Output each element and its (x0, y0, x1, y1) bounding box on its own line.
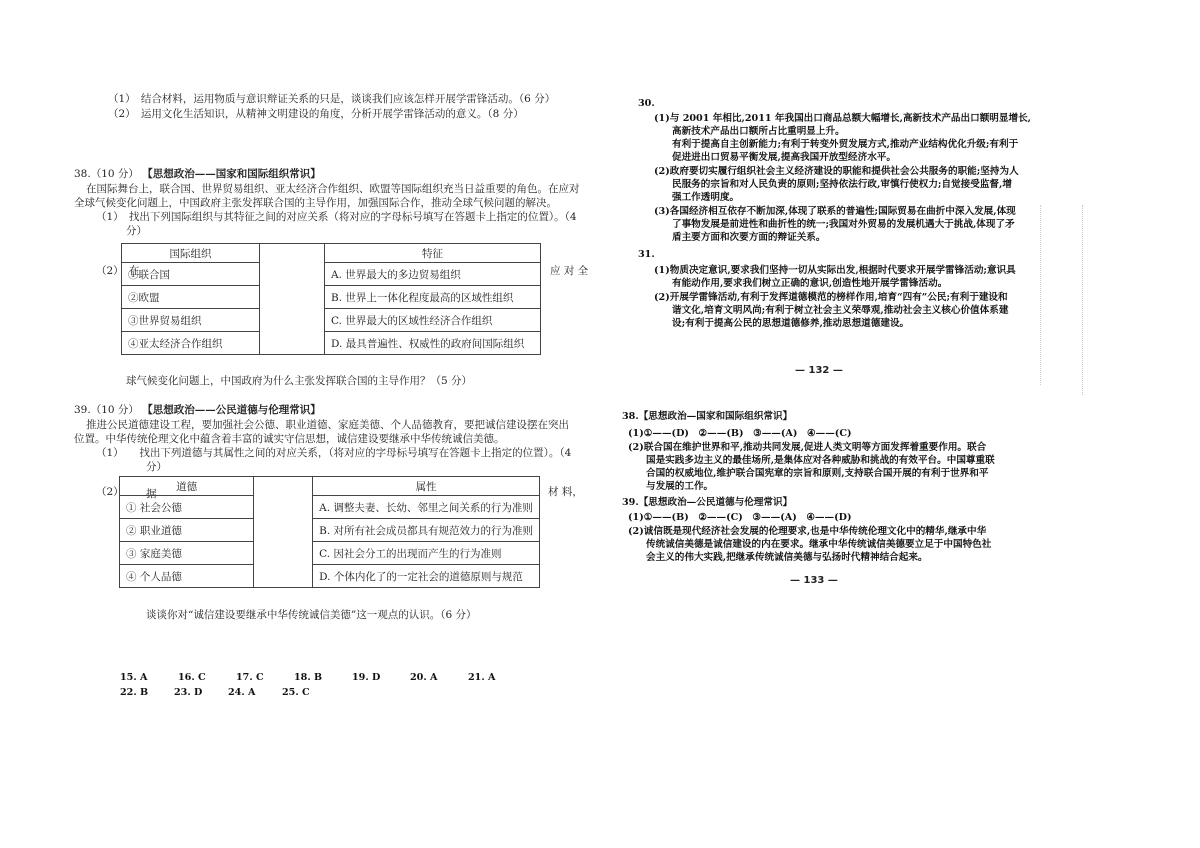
org-feature-table (121, 243, 541, 355)
feature-cell: B. 世界上一体化程度最高的区域性组织 (325, 286, 541, 309)
answer-gap-cell (260, 244, 325, 355)
moral-cell: ④ 个人品德 (120, 565, 254, 588)
q39-q1-line2: 分） (146, 461, 167, 473)
mcq-answers-row1 (120, 671, 526, 684)
q38-q2-text: 球气候变化问题上，中国政府为什么主张发挥联合国的主导作用？（5 分） (126, 375, 473, 387)
q30-a3-line3: 盾主要方面和次要方面的辩证关系。 (672, 232, 826, 243)
q39-q2-suffix: 材 料， (548, 486, 583, 498)
q39-q1-line1: （1） 找出下列道德与其属性之间的对应关系，（将对应的字母标号填写在答题卡上指定的位置）。（4 (96, 447, 572, 459)
q38-answer-1: (1)①——(D) ②——(B) ③——(A) ④——(C) (628, 428, 852, 439)
q31-a2-line2: 谐文化,培育文明风尚;有利于树立社会主义荣辱观,推动社会主义核心价值体系建 (672, 305, 1009, 316)
moral-cell: ① 社会公德 (120, 496, 254, 519)
attribute-cell: D. 个体内化了的一定社会的道德原则与规范 (313, 565, 540, 588)
feature-cell: D. 最具普遍性、权威性的政府间国际组织 (325, 332, 541, 355)
q39-q2-ju: 据 (146, 488, 157, 500)
q39-para2: 位置。中华传统伦理文化中蕴含着丰富的诚实守信思想，诚信建设要继承中华传统诚信美德。 (74, 433, 505, 445)
mcq-answer: 21. A (468, 672, 496, 683)
q30-a2-line2: 民服务的宗旨和对人民负责的原则;坚持依法行政,审慎行使权力;自觉接受监督,增 (672, 179, 1012, 190)
q38-para2: 全球气候变化问题上，中国政府主张发挥联合国的主导作用，加强国际合作，推动全球气候问题的解决。 (74, 197, 557, 209)
q30-a2-line1: (2)政府要切实履行组织社会主义经济建设的职能和提供社会公共服务的职能;坚持为人 (654, 166, 1019, 177)
page-number-133: — 133 — (790, 575, 838, 586)
q38-answer-heading: 38.【思想政治—国家和国际组织常识】 (622, 411, 793, 422)
q31-a2-line1: (2)开展学雷锋活动,有利于发挥道德模范的榜样作用,培育“四有”公民;有利于建设和 (654, 292, 1008, 303)
q30-a1-line1: (1)与 2001 年相比,2011 年我国出口商品总额大幅增长,高新技术产品出口额明显增长, (654, 113, 1032, 124)
q39-number: 39.（10 分） (74, 404, 139, 416)
mcq-answer: 20. A (410, 672, 438, 683)
q39-answer-heading: 39.【思想政治—公民道德与伦理常识】 (622, 497, 793, 508)
q30-a1-line3: 有利于提高自主创新能力;有利于转变外贸发展方式,推动产业结构优化升级;有利于 (672, 139, 1019, 150)
attribute-cell: C. 因社会分工的出现而产生的行为准则 (313, 542, 540, 565)
q38-q2-prefix: （2） 在 (96, 265, 140, 277)
q30-a2-line3: 强工作透明度。 (672, 192, 740, 203)
mcq-answer: 16. C (178, 672, 206, 683)
attribute-cell: A. 调整夫妻、长幼、邻里之间关系的行为准则 (313, 496, 540, 519)
q39-para1: 推进公民道德建设工程，要加强社会公德、职业道德、家庭美德、个人品德教育，要把诚信建设摆在突出 (86, 419, 569, 431)
q38-heading (74, 167, 321, 181)
answer-gap-cell (254, 477, 313, 588)
q38-answer-2-line3: 合国的权威地位,维护联合国宪章的宗旨和原则,支持联合国开展的有利于世界和平 (646, 468, 989, 479)
mcq-answer: 17. C (236, 672, 264, 683)
q38-answer-2-line1: (2)联合国在维护世界和平,推动共同发展,促进人类文明等方面发挥着重要作用。联合 (628, 442, 987, 453)
q39-answer-2-line2: 传统诚信美德是诚信建设的内在要求。继承中华传统诚信美德要立足于中国特色社 (646, 539, 992, 550)
q39-title: 【思想政治——公民道德与伦理常识】 (142, 404, 321, 416)
q38-q2-suffix: 应 对 全 (550, 265, 589, 277)
q38-para1: 在国际舞台上，联合国、世界贸易组织、亚太经济合作组织、欧盟等国际组织充当日益重要的角色。在应对 (86, 183, 580, 195)
q39-q2-text: 谈谈你对“诚信建设要继承中华传统诚信美德”这一观点的认识。（6 分） (146, 609, 477, 621)
q39-answer-1: (1)①——(B) ②——(C) ③——(A) ④——(D) (628, 512, 852, 523)
q30-a3-line1: (3)各国经济相互依存不断加深,体现了联系的普遍性;国际贸易在曲折中深入发展,体现 (654, 206, 1016, 217)
q39-heading (74, 403, 321, 417)
mcq-answer: 19. D (352, 672, 381, 683)
org-cell: ②欧盟 (122, 286, 260, 309)
q38-title: 【思想政治——国家和国际组织常识】 (142, 168, 321, 180)
q38-number: 38.（10 分） (74, 168, 139, 180)
mcq-answer: 23. D (174, 687, 203, 698)
q30-a1-line4: 促进进出口贸易平衡发展,提高我国开放型经济水平。 (672, 152, 896, 163)
q39-answer-2-line1: (2)诚信既是现代经济社会发展的伦理要求,也是中华传统伦理文化中的精华,继承中华 (628, 526, 987, 537)
q38-q1-line1: （1） 找出下列国际组织与其特征之间的对应关系（将对应的字母标号填写在答题卡上指定的位置）。（4 (96, 211, 577, 223)
feature-header: 特征 (325, 244, 541, 263)
org-cell: ④亚太经济合作组织 (122, 332, 260, 355)
q38-answer-2-line4: 与发展的工作。 (646, 481, 714, 492)
mcq-answer: 24. A (228, 687, 256, 698)
q39-q2-prefix: （2） (96, 486, 124, 498)
moral-cell: ② 职业道德 (120, 519, 254, 542)
mcq-answers-row2 (120, 686, 340, 699)
attribute-cell: B. 对所有社会成员都具有规范效力的行为准则 (313, 519, 540, 542)
q30-a1-line2: 高新技术产品出口额所占比重明显上升。 (672, 126, 845, 137)
scan-artifact (1082, 205, 1086, 395)
q30-number: 30. (638, 98, 655, 109)
moral-attribute-table (119, 476, 540, 588)
q31-a1-line1: (1)物质决定意识,要求我们坚持一切从实际出发,根据时代要求开展学雷锋活动;意识具 (654, 265, 1016, 276)
org-header: 国际组织 (122, 244, 260, 263)
org-cell: ①联合国 (122, 263, 260, 286)
feature-cell: A. 世界最大的多边贸易组织 (325, 263, 541, 286)
feature-cell: C. 世界最大的区域性经济合作组织 (325, 309, 541, 332)
mcq-answer: 15. A (120, 672, 148, 683)
mcq-answer: 22. B (120, 687, 149, 698)
q31-a2-line3: 设;有利于提高公民的思想道德修养,推动思想道德建设。 (672, 318, 910, 329)
q38-q1-line2: 分） (126, 225, 147, 237)
moral-header: 道德 (120, 477, 254, 496)
mcq-answer: 25. C (282, 687, 310, 698)
org-cell: ③世界贸易组织 (122, 309, 260, 332)
scan-artifact (1040, 205, 1044, 385)
q30-a3-line2: 了事物发展是前进性和曲折性的统一;我国对外贸易的发展机遇大于挑战,体现了矛 (672, 219, 1015, 230)
q31-number: 31. (638, 249, 655, 260)
page-number-132: — 132 — (795, 365, 843, 376)
q37-item1: （1） 结合材料，运用物质与意识辩证关系的只是，谈谈我们应该怎样开展学雷锋活动。（6 分） (108, 93, 556, 105)
q39-answer-2-line3: 会主义的伟大实践,把继承传统诚信美德与弘扬时代精神结合起来。 (646, 552, 928, 563)
q37-item2: （2） 运用文化生活知识，从精神文明建设的角度，分析开展学雷锋活动的意义。（8 分） (108, 108, 524, 120)
attribute-header: 属性 (313, 477, 540, 496)
mcq-answer: 18. B (294, 672, 323, 683)
q31-a1-line2: 有能动作用,要求我们树立正确的意识,创造性地开展学雷锋活动。 (672, 278, 948, 289)
q38-answer-2-line2: 国是实践多边主义的最佳场所,是集体应对各种威胁和挑战的有效平台。中国尊重联 (646, 455, 995, 466)
moral-cell: ③ 家庭美德 (120, 542, 254, 565)
